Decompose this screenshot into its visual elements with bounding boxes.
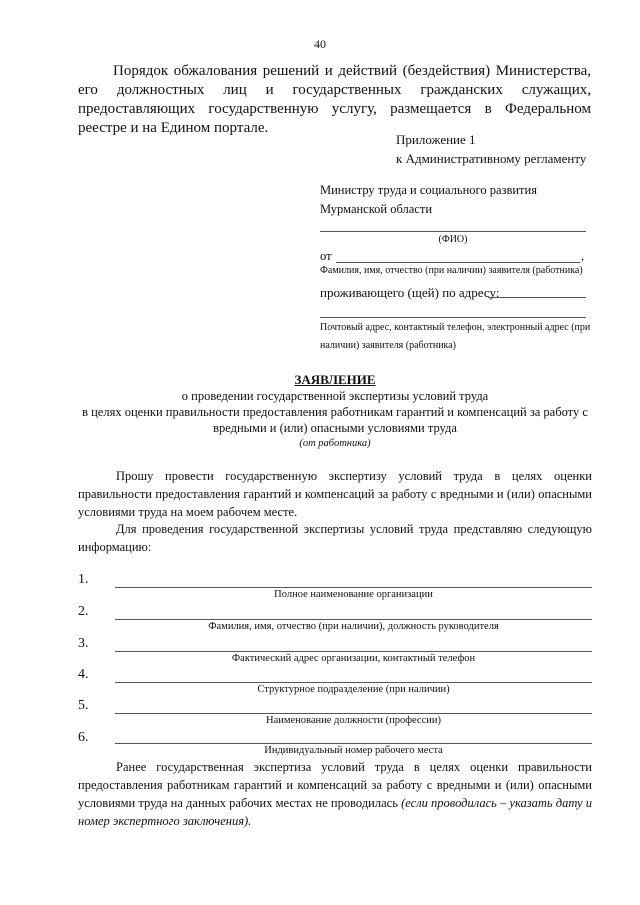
fio-caption: (ФИО) xyxy=(438,234,468,245)
field-caption-6: Индивидуальный номер рабочего места xyxy=(264,745,443,756)
field-line-1 xyxy=(115,587,592,588)
from-line xyxy=(336,262,580,263)
heading-line-2: в целях оценки правильности предоставления работникам гарантий и компенсаций за работу с xyxy=(82,405,588,419)
appendix-line-2: к Административному регламенту xyxy=(396,151,587,166)
field-caption-5: Наименование должности (профессии) xyxy=(265,715,441,726)
final-paragraph: Ранее государственная экспертиза условий труда в целях оценки правильности предоставления работникам гарантий и компенсаций за работу с вредными и (или) опасными условиями труда на данных рабочих местах не проводилась (если проводилась – указать дату и номер экспертного заключения). xyxy=(78,760,593,828)
heading-line-1: о проведении государственной экспертизы условий труда xyxy=(181,389,489,403)
final-paragraph-italic: (если проводилась – указать дату и номер экспертного заключения). xyxy=(78,796,593,828)
heading-line-4: (от работника) xyxy=(299,438,371,449)
field-number-5: 5. xyxy=(78,698,89,713)
field-caption-2: Фамилия, имя, отчество (при наличии), должность руководителя xyxy=(208,621,499,632)
field-number-2: 2. xyxy=(78,604,89,619)
contact-caption-2: наличии) заявителя (работника) xyxy=(320,340,457,351)
contact-line xyxy=(320,317,586,318)
field-line-3 xyxy=(115,651,592,652)
residence-label: проживающего (щей) по адресу: xyxy=(320,285,500,300)
field-caption-4: Структурное подразделение (при наличии) xyxy=(257,684,450,695)
field-number-6: 6. xyxy=(78,730,89,745)
heading-line-3: вредными и (или) опасными условиями труда xyxy=(213,421,457,435)
field-line-5 xyxy=(115,713,592,714)
info-paragraph: Для проведения государственной экспертизы условий труда представляю следующую информацию: xyxy=(78,522,592,554)
document-title: ЗАЯВЛЕНИЕ xyxy=(294,372,376,387)
field-line-2 xyxy=(115,619,592,620)
from-prefix: от xyxy=(320,249,332,263)
field-caption-1: Полное наименование организации xyxy=(274,589,433,600)
field-number-3: 3. xyxy=(78,636,89,651)
addressee-line-1: Министру труда и социального развития xyxy=(320,183,537,197)
page-number: 40 xyxy=(314,37,326,51)
request-paragraph: Прошу провести государственную экспертизу условий труда в целях оценки правильности предоставления гарантий и компенсаций за работу с вредными и (или) опасными условиями труда на моем рабочем месте. xyxy=(78,469,592,519)
addressee-line-2: Мурманской области xyxy=(320,202,433,216)
appendix-line-1: Приложение 1 xyxy=(396,132,476,147)
field-number-4: 4. xyxy=(78,667,89,682)
field-number-1: 1. xyxy=(78,572,89,587)
contact-caption-1: Почтовый адрес, контактный телефон, электронный адрес (при xyxy=(320,322,591,333)
from-caption: Фамилия, имя, отчество (при наличии) заявителя (работника) xyxy=(320,265,583,276)
intro-paragraph: Порядок обжалования решений и действий (бездействия) Министерства, его должностных лиц и государственных гражданских служащих, предоставляющих государственную услугу, размещается в Федеральном реестре и на Едином портале. xyxy=(78,63,591,136)
field-line-6 xyxy=(115,743,592,744)
field-line-4 xyxy=(115,682,592,683)
from-suffix: , xyxy=(581,249,585,263)
residence-line xyxy=(488,297,586,298)
field-caption-3: Фактический адрес организации, контактный телефон xyxy=(231,653,476,664)
addressee-fio-line xyxy=(320,231,586,232)
